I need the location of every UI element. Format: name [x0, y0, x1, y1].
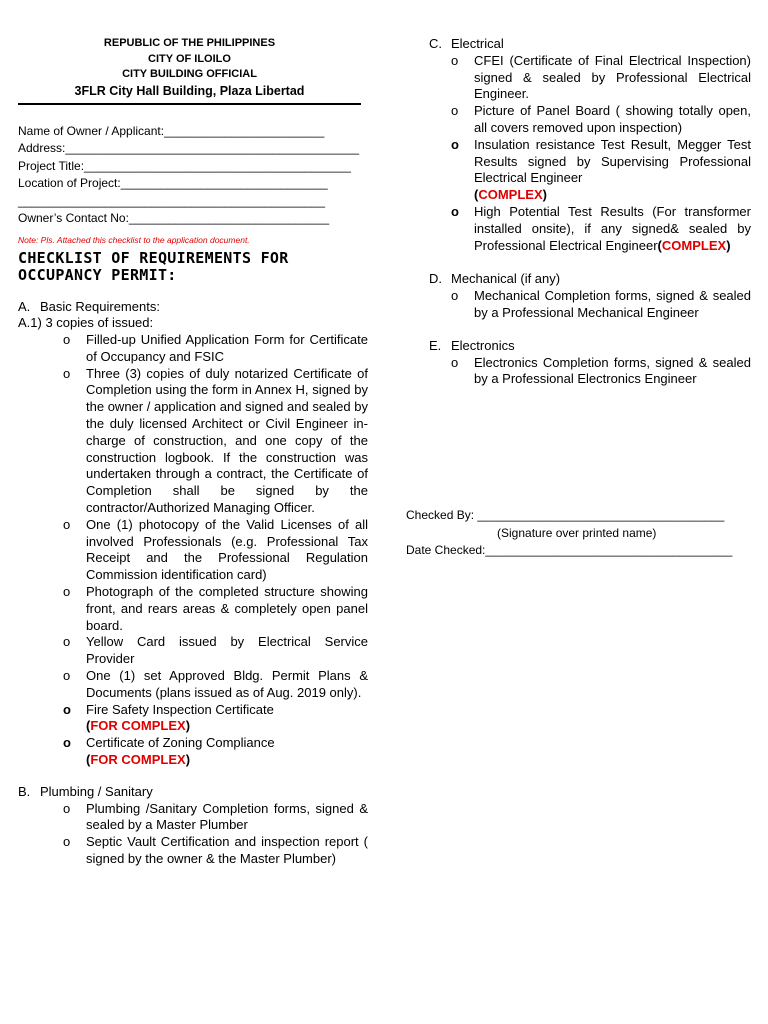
- bullet-icon: o: [63, 701, 71, 717]
- bullet-icon: o: [63, 634, 71, 650]
- section-d: [406, 271, 751, 321]
- list-item: o Three (3) copies of duly notarized Certificate of Completion using the form in Annex H, signed by the owner / application and signed and sealed by the duly licensed Architect or Civil Engineer in-charge of construction, and one copy of the construction logbook. If the construction was undertaken through a contract, the Certificate of Completion shall be signed by the contractor/Authorized Managing Officer.: [63, 365, 368, 516]
- address-field[interactable]: Address:____________________________________________: [18, 141, 360, 155]
- section-a: [18, 299, 368, 769]
- list-item-insulation: o Insulation resistance Test Result, Megger Test Results signed by Supervising Professional Electrical Engineer (COMPLEX): [451, 136, 751, 203]
- letterhead: [18, 36, 361, 100]
- bullet-icon: o: [63, 668, 71, 684]
- list-item: o Yellow Card issued by Electrical Service Provider: [63, 634, 368, 667]
- complex-tag: FOR COMPLEX: [90, 752, 186, 768]
- section-a-label: A.: [18, 298, 31, 314]
- section-d-label: D.: [429, 271, 442, 287]
- title-line-1: CHECKLIST OF REQUIREMENTS FOR: [18, 248, 289, 267]
- section-b: [18, 784, 368, 868]
- bullet-icon: o: [451, 103, 459, 119]
- bullet-icon: o: [63, 800, 71, 816]
- section-b-heading: [18, 784, 368, 801]
- section-e-label: E.: [429, 337, 442, 353]
- section-e-title: Electronics: [451, 337, 515, 353]
- list-item: o Electronics Completion forms, signed & sealed by a Professional Electronics Engineer: [451, 354, 751, 387]
- list-item: o Septic Vault Certification and inspection report ( signed by the owner & the Master Plumber): [63, 834, 368, 866]
- section-e: [406, 338, 751, 388]
- section-d-title: Mechanical (if any): [451, 271, 561, 287]
- list-item: o Filled-up Unified Application Form for Certificate of Occupancy and FSIC: [63, 332, 368, 364]
- bullet-icon: o: [451, 203, 459, 219]
- applicant-fields: [18, 123, 368, 228]
- section-e-heading: [406, 338, 751, 355]
- list-item: o One (1) set Approved Bldg. Permit Plans & Documents (plans issued as of Aug. 2019 only).: [63, 668, 368, 700]
- header-city: CITY OF ILOILO: [148, 52, 231, 65]
- section-a-heading: [18, 299, 368, 316]
- list-item: o One (1) photocopy of the Valid Licenses of all involved Professionals (e.g. Professional Tax Receipt and the Professional Regulation Commission identification card): [63, 516, 368, 583]
- section-a-title: Basic Requirements:: [40, 298, 160, 314]
- date-checked-field[interactable]: Date Checked:_____________________________________: [406, 543, 733, 557]
- complex-tag: COMPLEX: [478, 187, 543, 203]
- bullet-icon: o: [451, 288, 459, 304]
- list-item: o Mechanical Completion forms, signed & sealed by a Professional Mechanical Engineer: [451, 288, 751, 320]
- page-title: [18, 250, 368, 284]
- bullet-icon: o: [63, 735, 71, 751]
- section-d-heading: [406, 271, 751, 288]
- list-item: o Plumbing /Sanitary Completion forms, signed & sealed by a Master Plumber: [63, 800, 368, 833]
- bullet-icon: o: [451, 354, 459, 370]
- section-c-list: [406, 53, 751, 255]
- section-a1-heading: A.1) 3 copies of issued:: [18, 315, 154, 331]
- list-item: o Photograph of the completed structure showing front, and rears areas & completely open panel board.: [63, 584, 368, 633]
- list-item-fire-safety: o Fire Safety Inspection Certificate (FOR COMPLEX): [63, 701, 274, 734]
- section-a-list: [18, 332, 368, 769]
- bullet-icon: o: [451, 136, 459, 152]
- contact-field[interactable]: Owner’s Contact No:______________________________: [18, 211, 330, 225]
- bullet-icon: o: [63, 584, 71, 600]
- bullet-icon: o: [451, 52, 459, 68]
- section-b-title: Plumbing / Sanitary: [40, 783, 153, 799]
- bullet-icon: o: [63, 834, 71, 850]
- bullet-icon: o: [63, 516, 71, 532]
- section-e-list: [406, 355, 751, 389]
- project-title-field[interactable]: Project Title:________________________________________: [18, 158, 351, 173]
- location-field-continued[interactable]: ______________________________________________: [18, 193, 325, 208]
- checked-by-field[interactable]: Checked By: _____________________________________: [406, 508, 725, 522]
- section-c: [406, 36, 751, 254]
- list-item-high-potential: o High Potential Test Results (For transformer installed onsite), if any signed& sealed by Professional Electrical Engineer(COMPLEX): [451, 203, 751, 253]
- section-c-heading: [406, 36, 751, 53]
- complex-tag: FOR COMPLEX: [90, 718, 186, 734]
- owner-field[interactable]: Name of Owner / Applicant:________________________: [18, 123, 325, 138]
- attachment-note: Note: Pls. Attached this checklist to the application document.: [18, 234, 250, 245]
- complex-tag: COMPLEX: [661, 237, 727, 253]
- left-column: [18, 36, 368, 868]
- section-d-list: [406, 288, 751, 322]
- location-field[interactable]: Location of Project:_______________________________: [18, 176, 328, 190]
- right-column: [406, 36, 751, 388]
- header-republic: REPUBLIC OF THE PHILIPPINES: [103, 37, 276, 49]
- bullet-icon: o: [63, 365, 71, 381]
- section-c-label: C.: [429, 36, 442, 51]
- signature-caption: (Signature over printed name): [497, 526, 657, 540]
- section-b-list: [18, 801, 368, 868]
- list-item: o CFEI (Certificate of Final Electrical Inspection) signed & sealed by Professional Electrical Engineer.: [451, 52, 751, 102]
- list-item: o Picture of Panel Board ( showing totally open, all covers removed upon inspection): [451, 103, 751, 135]
- header-divider: [18, 103, 361, 105]
- bullet-icon: o: [63, 332, 71, 348]
- header-address: 3FLR City Hall Building, Plaza Libertad: [74, 83, 305, 98]
- header-office: CITY BUILDING OFFICIAL: [122, 68, 257, 80]
- section-b-label: B.: [18, 783, 31, 799]
- list-item-zoning: o Certificate of Zoning Compliance (FOR COMPLEX): [63, 735, 275, 768]
- title-line-2: OCCUPANCY PERMIT:: [18, 265, 177, 284]
- section-c-title: Electrical: [451, 36, 504, 51]
